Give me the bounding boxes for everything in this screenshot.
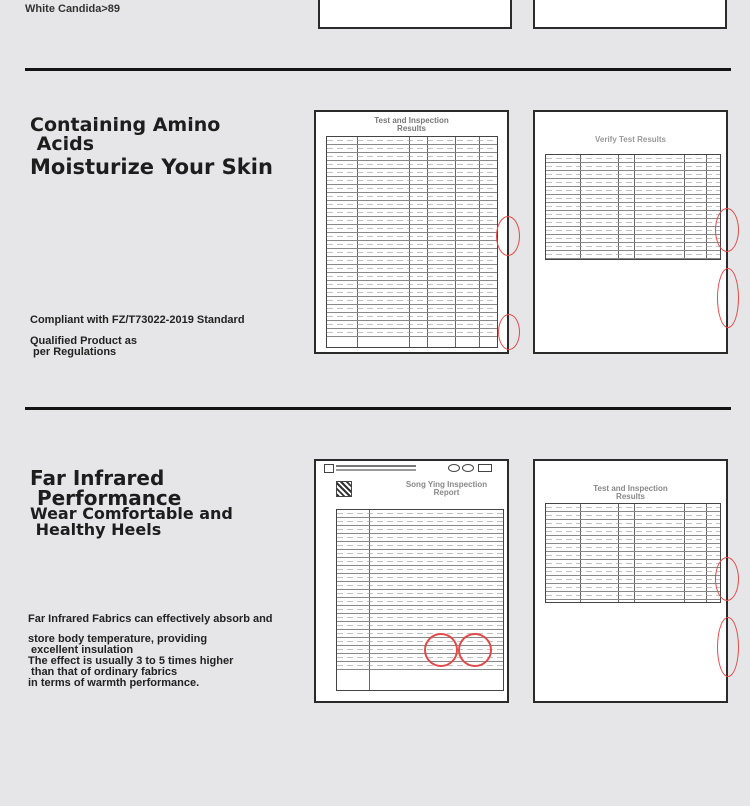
report-title: Test and Inspection Results — [374, 116, 449, 133]
qr-code-icon — [336, 481, 352, 497]
top-document-image-1 — [318, 0, 512, 29]
report-title: Test and Inspection Results — [593, 484, 668, 501]
red-stamp-icon — [424, 633, 458, 667]
report-letterhead — [336, 465, 416, 471]
red-stamp-icon — [498, 314, 520, 350]
inspection-report-image-2 — [533, 110, 728, 354]
top-document-image-2 — [533, 0, 727, 29]
report-title: Verify Test Results — [595, 135, 666, 144]
cert-logo-icon — [478, 464, 492, 472]
report-table — [545, 154, 721, 260]
inspection-report-image-1 — [314, 110, 509, 354]
logo-icon — [324, 464, 334, 473]
report-table — [326, 136, 498, 348]
report-title: Song Ying Inspection Report — [405, 480, 488, 497]
red-stamp-icon — [715, 208, 739, 252]
inspection-report-image-3 — [314, 459, 509, 703]
inspection-report-image-4 — [533, 459, 728, 703]
red-stamp-icon — [717, 617, 739, 677]
section2-subheadline: Wear Comfortable and Healthy Heels — [30, 504, 233, 539]
compliance-text: Compliant with FZ/T73022-2019 Standard — [30, 314, 245, 326]
description-text: Far Infrared Fabrics can effectively absorb and — [28, 613, 273, 625]
section1-headline: Containing Amino Acids — [30, 114, 221, 155]
red-stamp-icon — [717, 268, 739, 328]
cert-logo-icon — [448, 464, 460, 472]
qualified-text: Qualified Product as per Regulations — [30, 335, 137, 358]
red-stamp-icon — [715, 557, 739, 601]
top-caption: White Candida>89 — [25, 3, 121, 15]
red-stamp-icon — [496, 216, 520, 256]
description-text: store body temperature, providing excellent insulation The effect is usually 3 to 5 times higher than that of ordinary fabrics in terms of warmth performance. — [28, 633, 234, 689]
report-table — [545, 503, 721, 603]
cert-logo-icon — [462, 464, 474, 472]
red-stamp-icon — [458, 633, 492, 667]
section1-subheadline: Moisturize Your Skin — [30, 155, 273, 179]
section-divider — [25, 68, 731, 71]
section2-headline: Far Infrared Performance — [30, 466, 182, 510]
section-divider — [25, 407, 731, 410]
